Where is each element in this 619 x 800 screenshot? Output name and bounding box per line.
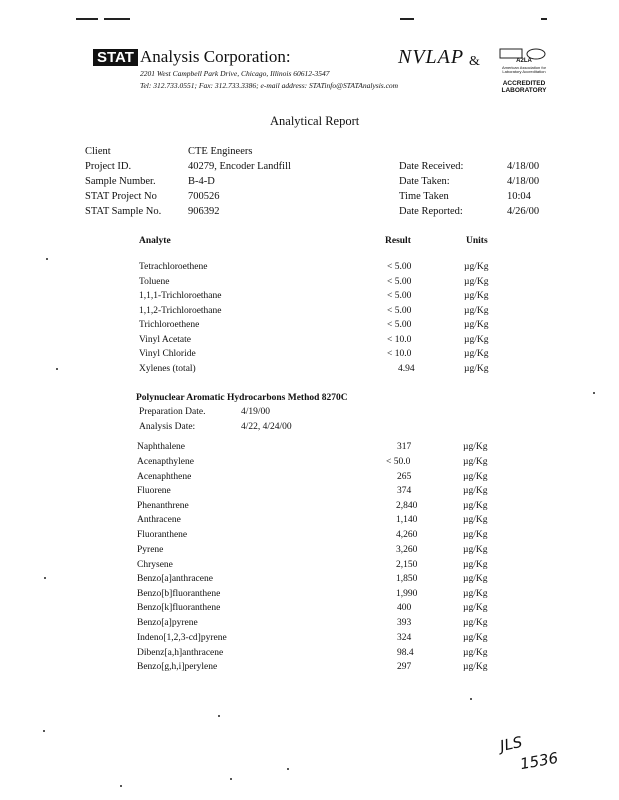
analyte-name: Chrysene — [137, 560, 173, 570]
analyte-units: µg/Kg — [463, 618, 488, 628]
date-reported-value: 4/26/00 — [507, 206, 540, 217]
stat-sample-value: 906392 — [188, 206, 220, 217]
handwritten-page-number: 1536 — [518, 748, 560, 774]
analyte-units: µg/Kg — [464, 291, 489, 301]
analyte-name: 1,1,1-Trichloroethane — [139, 291, 222, 301]
analyte-name: Dibenz[a,h]anthracene — [137, 648, 224, 658]
analyte-name: Vinyl Chloride — [139, 349, 196, 359]
seal-top-text: A2LA — [516, 58, 532, 64]
report-title: Analytical Report — [270, 114, 360, 128]
analyte-units: µg/Kg — [464, 349, 489, 359]
analyte-name: Vinyl Acetate — [139, 335, 191, 345]
analyte-name: Naphthalene — [137, 442, 186, 452]
analyte-units: µg/Kg — [463, 515, 488, 525]
scan-speck — [44, 577, 46, 579]
date-reported-label: Date Reported: — [399, 206, 463, 217]
analyte-units: µg/Kg — [463, 545, 488, 555]
scan-speck — [230, 778, 232, 780]
scan-speck — [218, 715, 220, 717]
analyte-name: Pyrene — [137, 545, 164, 555]
analyte-result: 393 — [397, 618, 412, 628]
result-header: Result — [385, 236, 411, 246]
time-taken-label: Time Taken — [399, 191, 449, 202]
analyte-result: 1,850 — [396, 574, 418, 584]
analyte-units: µg/Kg — [464, 364, 489, 374]
client-value: CTE Engineers — [188, 146, 253, 157]
analyte-name: Fluorene — [137, 486, 171, 496]
analyte-units: µg/Kg — [464, 306, 489, 316]
seal-bottom-line-2: LABORATORY — [501, 87, 547, 94]
scan-speck — [470, 698, 472, 700]
analysis-date-label: Analysis Date: — [139, 422, 196, 432]
stat-project-value: 700526 — [188, 191, 220, 202]
analyte-name: Toluene — [139, 277, 170, 287]
analyte-result: 2,840 — [396, 501, 418, 511]
handwritten-initials: JLS — [498, 732, 524, 756]
scan-speck — [43, 730, 45, 732]
analyte-units: µg/Kg — [464, 277, 489, 287]
analysis-date-value: 4/22, 4/24/00 — [241, 422, 292, 432]
analyte-result: < 50.0 — [386, 457, 411, 467]
analyte-units: µg/Kg — [463, 589, 488, 599]
company-name: Analysis Corporation: — [140, 47, 291, 66]
sample-number-value: B-4-D — [188, 176, 215, 187]
analyte-name: Acenaphthene — [137, 472, 192, 482]
company-address: 2201 West Campbell Park Drive, Chicago, Illinois 60612-3547 — [140, 69, 330, 78]
analyte-units: µg/Kg — [463, 574, 488, 584]
analyte-result: < 5.00 — [387, 277, 412, 287]
seal-small-text: American Association for Laboratory Accreditation — [501, 65, 547, 74]
analyte-result: 1,140 — [396, 515, 418, 525]
analyte-units: µg/Kg — [463, 648, 488, 658]
analyte-units: µg/Kg — [463, 501, 488, 511]
scan-speck — [593, 392, 595, 394]
seal-bottom-line-1: ACCREDITED — [502, 80, 546, 87]
scan-mark — [104, 18, 130, 20]
analyte-name: Indeno[1,2,3-cd]pyrene — [137, 633, 227, 643]
analyte-result: 265 — [397, 472, 412, 482]
sample-number-label: Sample Number. — [85, 176, 156, 187]
analyte-name: Benzo[a]anthracene — [137, 574, 213, 584]
analyte-units: µg/Kg — [463, 530, 488, 540]
nvlap-logo: NVLAP — [398, 46, 465, 68]
analyte-result: < 5.00 — [387, 291, 412, 301]
analyte-units: µg/Kg — [463, 603, 488, 613]
analyte-name: Benzo[k]fluoranthene — [137, 603, 221, 613]
analyte-name: 1,1,2-Trichloroethane — [139, 306, 222, 316]
scan-speck — [287, 768, 289, 770]
stat-logo: STAT — [93, 49, 138, 66]
client-label: Client — [85, 146, 111, 157]
analyte-result: 317 — [397, 442, 412, 452]
analyte-result: < 5.00 — [387, 320, 412, 330]
analyte-result: 400 — [397, 603, 412, 613]
seal-bottom-text — [492, 80, 556, 94]
analyte-name: Fluoranthene — [137, 530, 188, 540]
date-taken-value: 4/18/00 — [507, 176, 540, 187]
analyte-units: µg/Kg — [464, 335, 489, 345]
stat-sample-label: STAT Sample No. — [85, 206, 162, 217]
analyte-units: µg/Kg — [463, 472, 488, 482]
analyte-result: 1,990 — [396, 589, 418, 599]
analyte-units: µg/Kg — [464, 320, 489, 330]
date-received-label: Date Received: — [399, 161, 464, 172]
analyte-result: < 10.0 — [387, 349, 412, 359]
analyte-result: 2,150 — [396, 560, 418, 570]
scan-mark — [76, 18, 98, 20]
analyte-result: < 10.0 — [387, 335, 412, 345]
scan-speck — [120, 785, 122, 787]
analyte-units: µg/Kg — [463, 560, 488, 570]
analyte-units: µg/Kg — [463, 486, 488, 496]
analyte-name: Phenanthrene — [137, 501, 189, 511]
units-header: Units — [466, 236, 488, 246]
time-taken-value: 10:04 — [507, 191, 531, 202]
analyte-result: 297 — [397, 662, 412, 672]
scan-mark — [400, 18, 414, 20]
analyte-name: Benzo[a]pyrene — [137, 618, 198, 628]
analyte-units: µg/Kg — [464, 262, 489, 272]
analyte-units: µg/Kg — [463, 662, 488, 672]
date-taken-label: Date Taken: — [399, 176, 450, 187]
analyte-name: Xylenes (total) — [139, 364, 196, 374]
analyte-result: 98.4 — [397, 648, 414, 658]
analyte-name: Tetrachloroethene — [139, 262, 208, 272]
analyte-name: Anthracene — [137, 515, 181, 525]
a2la-seal — [492, 48, 556, 122]
pah-section-title: Polynuclear Aromatic Hydrocarbons Method 8270C — [136, 393, 348, 403]
analyte-result: 4,260 — [396, 530, 418, 540]
analyte-units: µg/Kg — [463, 442, 488, 452]
analyte-result: < 5.00 — [387, 306, 412, 316]
analyte-result: 4.94 — [398, 364, 415, 374]
scan-mark — [541, 18, 547, 20]
scan-speck — [46, 258, 48, 260]
analyte-name: Benzo[b]fluoranthene — [137, 589, 221, 599]
analyte-result: 3,260 — [396, 545, 418, 555]
analyte-name: Acenapthylene — [137, 457, 194, 467]
date-received-value: 4/18/00 — [507, 161, 540, 172]
prep-date-value: 4/19/00 — [241, 407, 271, 417]
ampersand: & — [469, 54, 480, 69]
analyte-name: Trichloroethene — [139, 320, 200, 330]
analyte-result: 374 — [397, 486, 412, 496]
analyte-units: µg/Kg — [463, 633, 488, 643]
analyte-result: < 5.00 — [387, 262, 412, 272]
stat-project-label: STAT Project No — [85, 191, 157, 202]
analyte-name: Benzo[g,h,i]perylene — [137, 662, 218, 672]
analyte-header: Analyte — [139, 236, 171, 246]
company-contact: Tel: 312.733.0551; Fax: 312.733.3386; e-mail address: STATinfo@STATAnalysis.com — [140, 81, 399, 90]
prep-date-label: Preparation Date. — [139, 407, 206, 417]
project-id-label: Project ID. — [85, 161, 132, 172]
project-id-value: 40279, Encoder Landfill — [188, 161, 291, 172]
analyte-result: 324 — [397, 633, 412, 643]
scan-speck — [56, 368, 58, 370]
analyte-units: µg/Kg — [463, 457, 488, 467]
